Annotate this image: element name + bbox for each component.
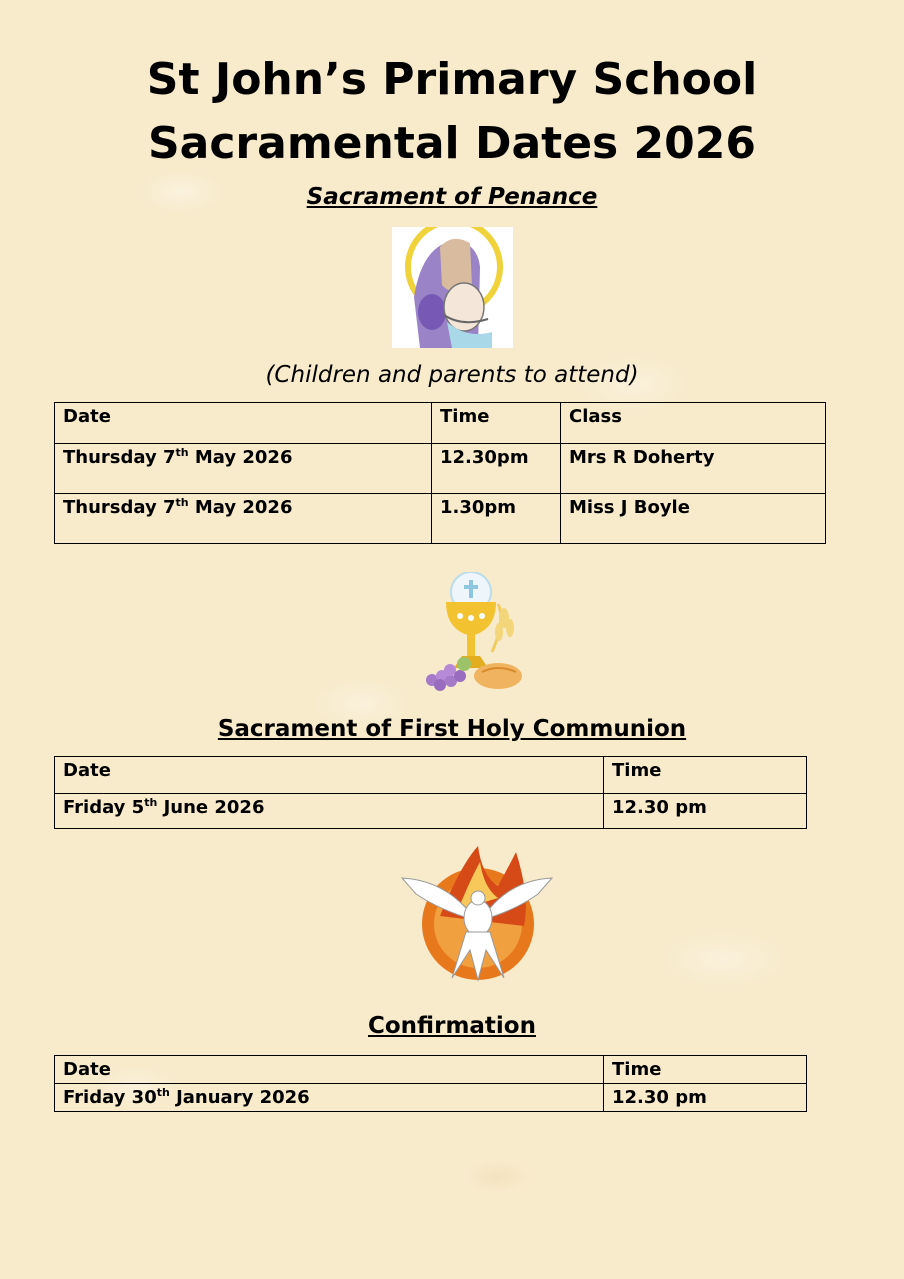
time-cell: 1.30pm xyxy=(432,494,561,544)
date-cell: Friday 5th June 2026 xyxy=(55,794,604,829)
table-header-row xyxy=(55,1056,807,1084)
class-cell: Miss J Boyle xyxy=(561,494,826,544)
column-header-time: Time xyxy=(604,1056,807,1084)
time-cell: 12.30pm xyxy=(432,444,561,494)
column-header-date: Date xyxy=(55,757,604,794)
penance-heading: Sacrament of Penance xyxy=(306,184,598,210)
time-cell: 12.30 pm xyxy=(604,1084,807,1112)
column-header-time: Time xyxy=(432,403,561,444)
table-header-row xyxy=(55,403,826,444)
table-row xyxy=(55,494,826,544)
chalice-and-host-icon xyxy=(420,572,524,692)
page-title-line-1: St John’s Primary School xyxy=(146,54,758,105)
table-row xyxy=(55,1084,807,1112)
communion-heading: Sacrament of First Holy Communion xyxy=(217,716,687,742)
table-header-row xyxy=(55,757,807,794)
confirmation-heading: Confirmation xyxy=(368,1013,536,1039)
page-title-line-2: Sacramental Dates 2026 xyxy=(147,118,757,169)
column-header-class: Class xyxy=(561,403,826,444)
column-header-date: Date xyxy=(55,1056,604,1084)
date-cell: Thursday 7th May 2026 xyxy=(55,444,432,494)
time-cell: 12.30 pm xyxy=(604,794,807,829)
penance-table xyxy=(54,402,826,544)
attendance-note: (Children and parents to attend) xyxy=(265,362,639,388)
mother-and-child-icon xyxy=(392,227,513,348)
table-row xyxy=(55,794,807,829)
holy-spirit-dove-icon xyxy=(400,846,554,982)
column-header-time: Time xyxy=(604,757,807,794)
table-row xyxy=(55,444,826,494)
date-cell: Thursday 7th May 2026 xyxy=(55,494,432,544)
column-header-date: Date xyxy=(55,403,432,444)
date-cell: Friday 30th January 2026 xyxy=(55,1084,604,1112)
page-title xyxy=(0,48,904,176)
communion-table xyxy=(54,756,807,829)
class-cell: Mrs R Doherty xyxy=(561,444,826,494)
confirmation-table xyxy=(54,1055,807,1112)
